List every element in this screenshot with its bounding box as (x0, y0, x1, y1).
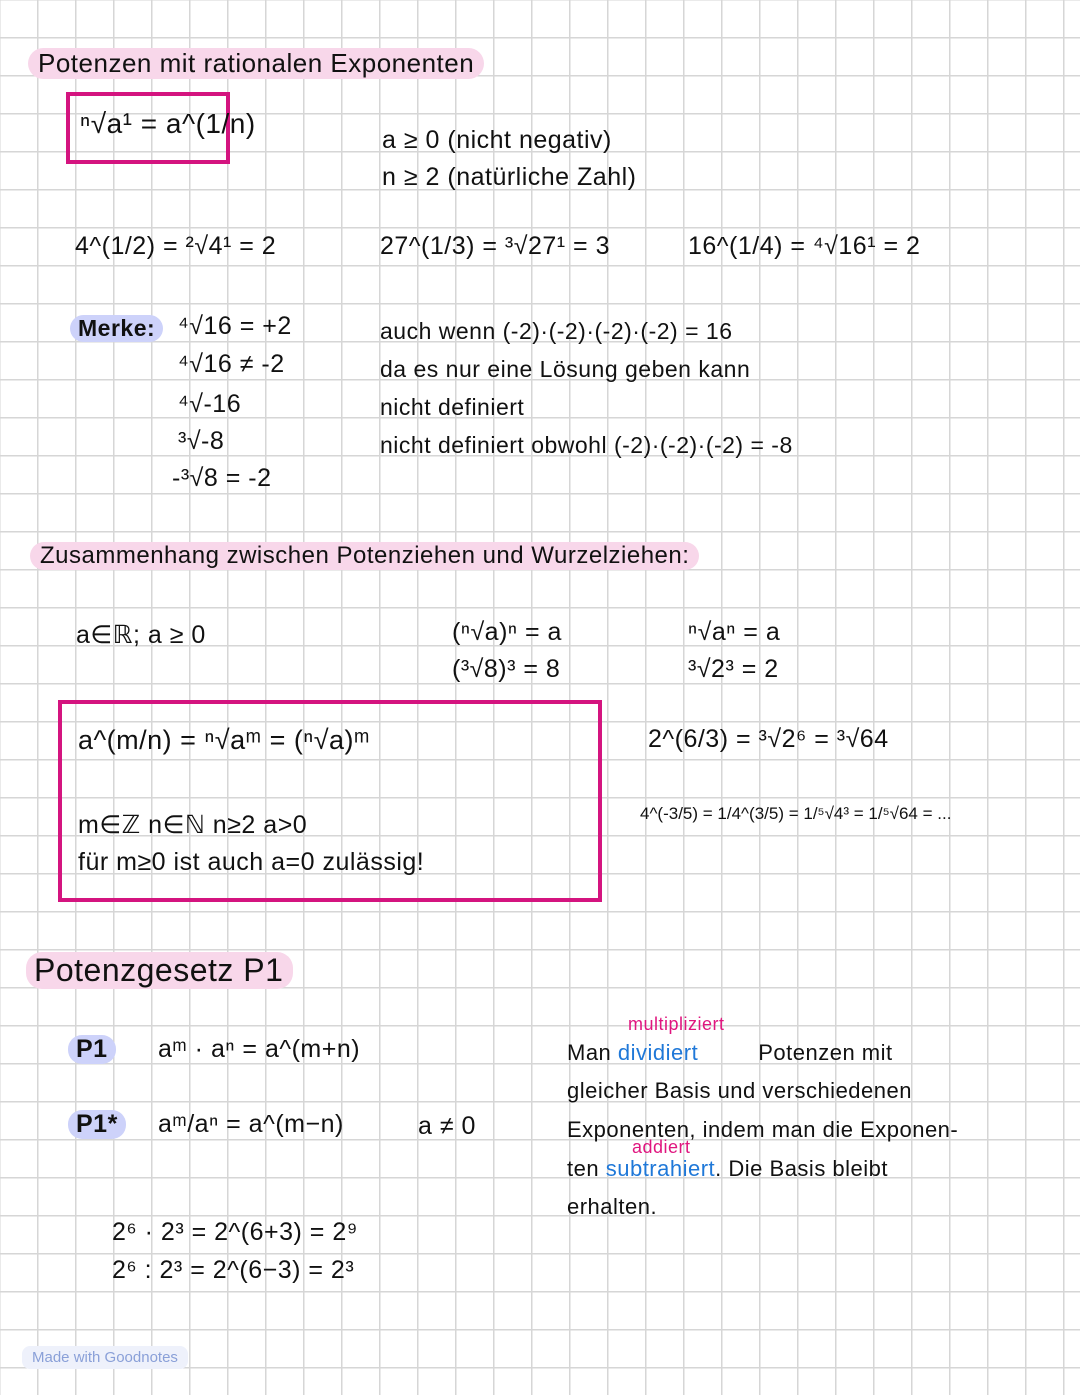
text: Man (567, 1040, 612, 1065)
word-addiert: addiert (632, 1137, 691, 1157)
rule-conditions: m∈ℤ n∈ℕ n≥2 a>0 (78, 811, 308, 839)
condition-n: n ≥ 2 (natürliche Zahl) (382, 163, 637, 191)
rule-text (567, 1156, 888, 1182)
merke-note: nicht definiert (380, 394, 525, 420)
example-3: 16^(1/4) = ⁴√16¹ = 2 (688, 232, 921, 260)
rule-text: gleicher Basis und verschiedenen (567, 1078, 912, 1103)
rule-text: Exponenten, indem man die Exponen- (567, 1117, 959, 1142)
rule-formula: a^(m/n) = ⁿ√aᵐ = (ⁿ√a)ᵐ (78, 725, 370, 755)
merke-line: ⁴√16 = +2 (178, 312, 292, 340)
relation: (ⁿ√a)ⁿ = a (452, 618, 562, 646)
condition-a: a ≥ 0 (nicht negativ) (382, 126, 612, 154)
rule-example: 2^(6/3) = ³√2⁶ = ³√64 (648, 725, 889, 753)
relation: ⁿ√aⁿ = a (688, 618, 781, 646)
merke-note: auch wenn (-2)·(-2)·(-2)·(-2) = 16 (380, 318, 733, 344)
p1-star-label: P1* (68, 1110, 126, 1139)
relation: ³√2³ = 2 (688, 655, 779, 683)
p1-star-formula: aᵐ/aⁿ = a^(m−n) (158, 1110, 344, 1138)
merke-line: ⁴√-16 (178, 390, 242, 418)
p1-label: P1 (68, 1035, 116, 1064)
goodnotes-watermark: Made with Goodnotes (22, 1346, 188, 1369)
definition-formula: ⁿ√a¹ = a^(1/n) (80, 108, 256, 139)
text: . Die Basis bleibt (715, 1156, 889, 1181)
section-title-p1: Potenzgesetz P1 (26, 952, 293, 989)
p1-example: 2⁶ : 2³ = 2^(6−3) = 2³ (112, 1256, 355, 1284)
p1-example: 2⁶ · 2³ = 2^(6+3) = 2⁹ (112, 1218, 358, 1246)
text: Potenzen mit (758, 1040, 893, 1065)
relation: (³√8)³ = 8 (452, 655, 561, 683)
merke-label: Merke: (70, 315, 163, 342)
word-subtrahiert: subtrahiert (605, 1156, 716, 1181)
rule-text: erhalten. (567, 1194, 658, 1219)
rule-text (567, 1040, 893, 1066)
word-multipliziert: multipliziert (628, 1014, 725, 1034)
p1-formula: aᵐ · aⁿ = a^(m+n) (158, 1035, 361, 1063)
merke-note: da es nur eine Lösung geben kann (380, 356, 751, 382)
section-title-relationship: Zusammenhang zwischen Potenziehen und Wurzelziehen: (30, 542, 699, 570)
rule-note: für m≥0 ist auch a=0 zulässig! (78, 848, 425, 876)
text: ten (567, 1156, 600, 1181)
domain-condition: a∈ℝ; a ≥ 0 (76, 621, 206, 649)
merke-note: nicht definiert obwohl (-2)·(-2)·(-2) = -8 (380, 432, 793, 458)
section-title-rational-exponents: Potenzen mit rationalen Exponenten (28, 48, 484, 79)
example-1: 4^(1/2) = ²√4¹ = 2 (75, 232, 277, 260)
merke-line: ⁴√16 ≠ -2 (178, 350, 285, 378)
p1-star-condition: a ≠ 0 (418, 1112, 476, 1140)
rule-example: 4^(-3/5) = 1/4^(3/5) = 1/⁵√4³ = 1/⁵√64 = ... (640, 804, 952, 823)
example-2: 27^(1/3) = ³√27¹ = 3 (380, 232, 611, 260)
word-dividiert: dividiert (617, 1040, 699, 1065)
merke-line: ³√-8 (178, 427, 225, 455)
merke-line: -³√8 = -2 (172, 464, 272, 492)
